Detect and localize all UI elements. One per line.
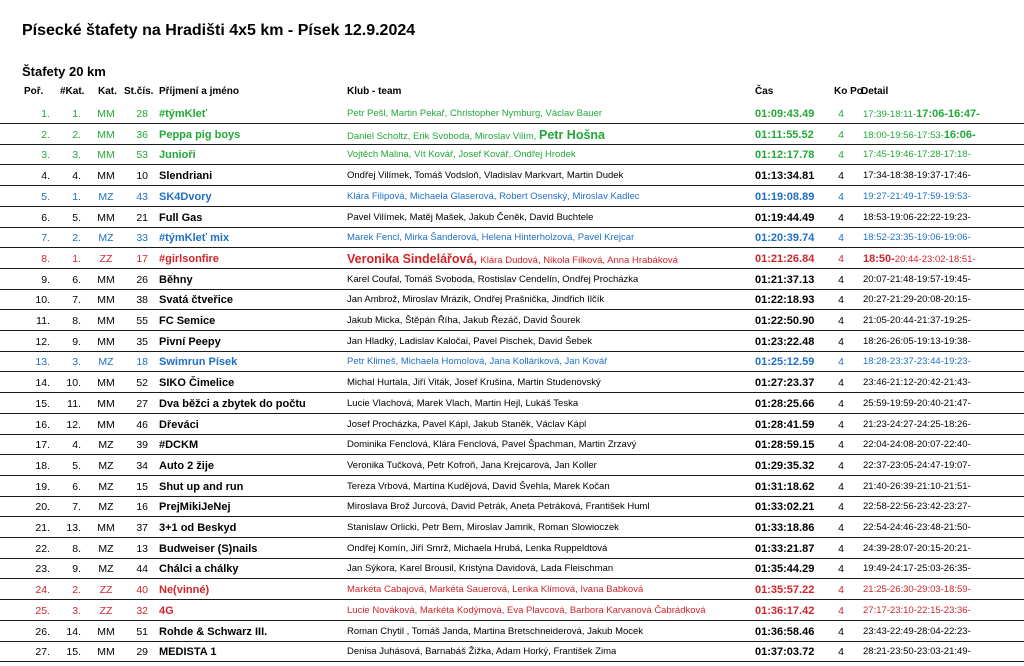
cell-club: Stanislaw Orlicki, Petr Bem, Miroslav Jamrik, Roman Slowioczek [347,522,619,533]
cell-start-number: 55 [136,315,148,327]
cell-detail: 18:00-19:56-17:53-16:06- [863,128,976,141]
cell-laps: 4 [838,418,844,431]
cell-laps: 4 [838,294,844,307]
cell-start-number: 43 [136,190,148,203]
cell-position: 5. [41,190,50,203]
cell-detail: 25:59-19:59-20:40-21:47- [863,397,971,409]
cell-club: Ondřej Komín, Jiří Smrž, Michaela Hrubá, Lenka Ruppeldtová [347,542,608,554]
cell-category-position: 2. [72,584,81,597]
cell-position: 2. [41,128,50,141]
table-row [0,311,1024,331]
cell-club: Petr Pešl, Martin Pekař, Christopher Nymburg, Václav Bauer [347,108,603,119]
cell-laps: 4 [838,335,844,348]
cell-team-name: Rohde & Schwarz III. [159,625,268,638]
cell-club: Roman Chytil , Tomáš Janda, Martina Bretschneiderová, Jakub Mocek [347,625,644,637]
cell-team-name: Shut up and run [159,480,244,493]
cell-position: 6. [41,211,50,224]
cell-team-name: Slendriani [159,170,213,183]
cell-time: 01:21:26.84 [755,252,815,265]
cell-position: 22. [35,542,50,555]
cell-time: 01:33:21.87 [755,542,815,555]
cell-time: 01:35:57.22 [755,584,815,597]
cell-time: 01:28:41.59 [755,418,815,431]
table-row [0,622,1024,642]
cell-time: 01:21:37.13 [755,273,815,286]
cell-position: 11. [36,315,50,327]
cell-club: Klára Filipová, Michaela Glaserová, Robert Osenský, Miroslav Kadlec [347,190,640,202]
cell-position: 3. [41,149,50,162]
table-row [0,394,1024,414]
cell-start-number: 53 [136,149,148,162]
cell-team-name: SK4Dvory [159,190,212,203]
cell-start-number: 10 [136,170,148,183]
cell-club: Veronika Šindelářová, Klára Dudová, Nikola Filková, Anna Hrabáková [347,252,678,266]
cell-position: 25. [35,604,50,617]
cell-team-name: Swimrun Písek [159,356,238,369]
cell-team-name: PrejMikiJeNej [159,501,231,514]
cell-detail: 18:53-19:06-22:22-19:23- [863,211,971,223]
cell-category: ZZ [99,584,113,597]
header-laps: Ko Po [834,86,863,97]
cell-category: MM [97,294,115,307]
cell-start-number: 39 [136,439,148,452]
cell-detail: 21:25-26:30-29:03-18:59- [863,584,971,596]
cell-detail: 27:17-23:10-22:15-23:36- [863,604,971,616]
cell-category-position: 8. [72,542,81,555]
cell-laps: 4 [838,252,844,265]
cell-team-name: Svatá čtveřice [159,294,233,307]
cell-position: 26. [35,625,50,638]
cell-team-name: Dva běžci a zbytek do počtu [159,397,306,410]
table-row [0,477,1024,497]
cell-club: Veronika Tučková, Petr Kofroň, Jana Krejcarová, Jan Koller [347,459,597,471]
cell-category-position: 7. [72,501,81,514]
cell-position: 18. [35,459,50,472]
header-detail: Detail [861,86,889,97]
cell-club: Tereza Vrbová, Martina Kudějová, David Švehla, Marek Kočan [347,480,610,492]
cell-club: Ondřej Vilímek, Tomáš Vodsloň, Vladislav Markvart, Martin Dudek [347,170,624,182]
cell-category: MZ [98,232,114,245]
cell-detail: 18:50-20:44-23:02-18:51- [863,252,976,265]
cell-club: Pavel Vilímek, Matěj Mašek, Jakub Čeněk, David Buchtele [347,211,594,223]
cell-team-name: #týmKleť [159,108,208,120]
cell-club-extra: Petr Hošna [539,128,606,142]
cell-category-position: 13. [66,522,81,534]
cell-detail: 21:40-26:39-21:10-21:51- [863,480,971,492]
cell-category: ZZ [99,604,113,617]
cell-position: 13. [35,356,50,369]
cell-category-position: 4. [72,439,81,452]
cell-category: MZ [98,542,114,555]
cell-time: 01:19:44.49 [755,211,815,224]
table-row [0,559,1024,579]
cell-detail: 18:28-23:37-23:44-19:23- [863,356,971,368]
table-row [0,415,1024,435]
cell-detail: 20:27-21:29-20:08-20:15- [863,294,971,306]
table-row [0,601,1024,621]
cell-team-name: #týmKleť mix [159,232,230,245]
cell-position: 23. [35,563,50,576]
cell-start-number: 33 [136,232,148,245]
cell-time: 01:37:03.72 [755,646,815,659]
table-row [0,539,1024,559]
cell-category: MM [97,211,115,224]
cell-category-position: 1. [72,252,81,265]
cell-club: Petr Klimeš, Michaela Homolová, Jana Kolláriková, Jan Kovář [347,356,608,368]
cell-team-name: Peppa pig boys [159,128,241,141]
cell-start-number: 44 [136,563,148,576]
cell-category-position: 11. [67,397,81,410]
cell-position: 17. [35,439,50,452]
cell-start-number: 36 [136,128,148,141]
cell-start-number: 16 [136,501,148,514]
cell-position: 27. [35,646,50,659]
cell-time: 01:28:59.15 [755,439,815,452]
cell-team-name: Full Gas [159,211,203,224]
table-row [0,518,1024,538]
cell-category: MM [97,335,115,348]
cell-team-name: Běhny [159,273,193,286]
table-row [0,145,1024,165]
cell-detail: 18:26-26:05-19:13-19:38- [863,335,971,347]
cell-time: 01:22:18.93 [755,294,815,307]
page-title: Písecké štafety na Hradišti 4x5 km - Písek 12.9.2024 [22,22,416,39]
table-row [0,249,1024,269]
cell-position: 19. [35,480,50,493]
cell-team-name: FC Semice [159,315,216,327]
cell-position: 10. [35,294,50,307]
cell-team-name: Pivní Peepy [159,335,221,348]
header-kat: Kat. [98,86,117,97]
cell-start-number: 32 [136,604,148,617]
cell-detail-extra: 20:44-23:02-18:51- [894,253,976,265]
cell-position: 14. [35,377,50,390]
cell-category: MZ [98,480,114,493]
table-row [0,187,1024,207]
cell-laps: 4 [838,149,844,162]
cell-start-number: 40 [136,584,148,597]
cell-category-position: 9. [72,563,81,576]
cell-laps: 4 [838,522,844,534]
cell-position: 7. [41,232,50,245]
cell-club: Lucie Vlachová, Marek Vlach, Martin Hejl, Lukáš Teska [347,397,579,409]
cell-detail: 17:45-19:46-17:28-17:18- [863,149,971,161]
cell-time: 01:25:12.59 [755,356,815,369]
cell-detail: 18:52-23:35-19:06-19:06- [863,232,971,244]
cell-category-position: 10. [66,377,81,390]
cell-time: 01:27:23.37 [755,377,815,390]
cell-position: 1. [41,108,50,120]
cell-team-name: Dřeváci [159,418,199,431]
table-row [0,435,1024,455]
cell-category-position: 15. [66,646,81,659]
cell-detail: 22:54-24:46-23:48-21:50- [863,522,971,533]
cell-club: Miroslava Brož Jurcová, David Petrák, Aneta Petráková, František Huml [347,501,650,513]
cell-start-number: 13 [136,542,148,555]
cell-club-extra: Klára Dudová, Nikola Filková, Anna Hrabáková [480,254,678,266]
cell-detail: 22:04-24:08-20:07-22:40- [863,439,971,451]
cell-time: 01:22:50.90 [755,315,815,327]
cell-laps: 4 [838,604,844,617]
table-row [0,228,1024,248]
cell-category-position: 4. [72,170,81,183]
header-kat-por: #Kat. [60,86,85,97]
cell-laps: 4 [838,232,844,245]
cell-team-name: Auto 2 žije [159,459,215,472]
table-row [0,373,1024,393]
cell-detail: 21:05-20:44-21:37-19:25- [863,315,971,326]
cell-category: MM [97,149,115,162]
cell-laps: 4 [838,439,844,452]
cell-start-number: 51 [136,625,148,638]
cell-time: 01:09:43.49 [755,108,815,120]
cell-time: 01:33:18.86 [755,522,815,534]
cell-time: 01:20:39.74 [755,232,815,245]
cell-detail: 20:07-21:48-19:57-19:45- [863,273,971,285]
cell-category-position: 5. [72,211,81,224]
cell-detail: 17:39-18:11-17:06-16:47- [863,108,980,120]
cell-category: MZ [98,501,114,514]
cell-start-number: 21 [136,211,148,224]
cell-start-number: 18 [136,356,148,369]
cell-laps: 4 [838,356,844,369]
cell-start-number: 34 [136,459,148,472]
cell-category: MM [97,418,115,431]
cell-team-name: 4G [159,604,174,617]
cell-time: 01:23:22.48 [755,335,815,348]
cell-category: MZ [98,356,114,369]
table-row [0,104,1024,124]
cell-category: MM [97,646,115,659]
cell-start-number: 15 [136,480,148,493]
cell-team-name: MEDISTA 1 [159,646,217,659]
cell-club: Karel Coufal, Tomáš Svoboda, Rostislav Cendelín, Ondřej Procházka [347,273,639,285]
cell-laps: 4 [838,211,844,224]
cell-club: Lucie Nováková, Markéta Kodýmová, Eva Plavcová, Barbora Karvanová Čabrádková [347,604,706,616]
cell-start-number: 17 [136,252,148,265]
table-row [0,497,1024,517]
cell-category-position: 8. [72,315,81,327]
cell-time: 01:11:55.52 [755,128,814,141]
cell-category-position: 2. [72,128,81,141]
cell-category-position: 3. [72,149,81,162]
cell-detail: 28:21-23:50-23:03-21:49- [863,646,971,658]
cell-category-position: 1. [72,190,81,203]
cell-time: 01:12:17.78 [755,149,815,162]
cell-category-position: 3. [72,356,81,369]
cell-time: 01:13:34.81 [755,170,815,183]
table-row [0,642,1024,662]
table-row [0,208,1024,228]
cell-category: MZ [98,439,114,452]
cell-category-position: 6. [72,480,81,493]
cell-detail: 23:46-21:12-20:42-21:43- [863,377,971,389]
cell-team-name: Chálci a chálky [159,563,239,576]
cell-club: Michal Hurtala, Jiří Viták, Josef Krušina, Martin Studenovský [347,377,601,389]
cell-team-name: Budweiser (S)nails [159,542,258,555]
cell-detail-extra: 16:06- [943,128,976,141]
table-row [0,352,1024,372]
cell-position: 15. [35,397,50,410]
cell-category: MM [97,522,115,534]
cell-category: MZ [98,563,114,576]
cell-laps: 4 [838,170,844,183]
cell-position: 16. [35,418,50,431]
header-time: Čas [755,86,774,97]
cell-laps: 4 [838,128,844,141]
cell-category: MM [97,108,115,120]
table-row [0,290,1024,310]
cell-category: MM [97,170,115,183]
cell-club: Josef Procházka, Pavel Kápl, Jakub Staněk, Václav Kápl [347,418,587,430]
cell-category: MM [97,128,115,141]
cell-laps: 4 [838,108,844,120]
cell-club: Jan Ambrož, Miroslav Mrázik, Ondřej Prašnička, Jindřich Ilčík [347,294,605,306]
cell-position: 21. [35,522,50,534]
table-row [0,580,1024,600]
cell-category: MM [97,625,115,638]
cell-club: Jan Hladký, Ladislav Kaločai, Pavel Pischek, David Šebek [347,335,593,347]
cell-category: MM [97,273,115,286]
cell-time: 01:31:18.62 [755,480,815,493]
cell-category: MM [97,315,115,327]
cell-position: 4. [41,170,50,183]
cell-team-name: SIKO Čimelice [159,377,235,390]
cell-club: Daniel Scholtz, Erik Svoboda, Miroslav Vilím, Petr Hošna [347,128,606,142]
cell-team-name: #DCKM [159,439,199,452]
cell-category-position: 1. [72,108,81,120]
header-start-number: St.čís. [124,86,154,97]
cell-position: 9. [41,273,50,286]
cell-team-name: Ne(vinné) [159,584,210,597]
cell-team-name: #girlsonfire [159,252,219,265]
cell-position: 20. [35,501,50,514]
cell-category-position: 7. [72,294,81,307]
cell-category-position: 12. [66,418,81,431]
cell-club: Dominika Fenclová, Klára Fenclová, Pavel Špachman, Martin Zrzavý [347,439,637,451]
cell-category-position: 5. [72,459,81,472]
cell-start-number: 52 [136,377,148,390]
cell-start-number: 37 [136,522,148,534]
header-name: Příjmení a jméno [159,86,240,97]
table-header [0,86,1024,100]
cell-detail: 19:27-21:49-17:59-19:53- [863,190,971,202]
cell-club: Jan Sýkora, Karel Brousil, Kristýna Davidová, Lada Fleischman [347,563,614,575]
cell-team-name: Junioři [159,149,196,162]
cell-laps: 4 [838,190,844,203]
cell-start-number: 46 [136,418,148,431]
cell-category: MM [97,377,115,390]
cell-laps: 4 [838,501,844,514]
table-row [0,332,1024,352]
table-row [0,270,1024,290]
cell-laps: 4 [838,584,844,597]
table-row [0,125,1024,145]
cell-detail: 22:37-23:05-24:47-19:07- [863,459,971,471]
cell-laps: 4 [838,315,844,327]
table-row [0,456,1024,476]
cell-club: Markéta Cabajová, Markéta Sauerová, Lenka Klímová, Ivana Babková [347,584,644,596]
cell-laps: 4 [838,542,844,555]
cell-detail: 17:34-18:38-19:37-17:46- [863,170,971,182]
cell-laps: 4 [838,397,844,410]
cell-category: MZ [98,459,114,472]
cell-detail: 24:39-28:07-20:15-20:21- [863,542,971,554]
cell-position: 12. [35,335,50,348]
cell-category: MZ [98,190,114,203]
cell-category-position: 14. [66,625,81,638]
cell-time: 01:19:08.89 [755,190,815,203]
cell-club: Jakub Micka, Štěpán Říha, Jakub Řezáč, David Šourek [347,315,581,326]
cell-position: 24. [35,584,50,597]
cell-laps: 4 [838,646,844,659]
cell-time: 01:29:35.32 [755,459,815,472]
cell-time: 01:33:02.21 [755,501,815,514]
cell-detail: 22:58-22:56-23:42-23:27- [863,501,971,513]
cell-laps: 4 [838,459,844,472]
cell-laps: 4 [838,563,844,576]
cell-time: 01:28:25.66 [755,397,815,410]
cell-time: 01:36:17.42 [755,604,815,617]
cell-detail: 21:23-24:27-24:25-18:26- [863,418,971,430]
cell-laps: 4 [838,480,844,493]
cell-time: 01:36:58.46 [755,625,815,638]
cell-detail: 23:43-22:49-28:04-22:23- [863,625,971,637]
header-por: Poř. [24,86,44,97]
cell-category-position: 6. [72,273,81,286]
cell-category: MM [97,397,115,410]
cell-detail: 19:49-24:17-25:03-26:35- [863,563,971,575]
section-title: Štafety 20 km [22,64,106,79]
cell-category-position: 2. [72,232,81,245]
cell-laps: 4 [838,625,844,638]
cell-team-name: 3+1 od Beskyd [159,522,237,534]
cell-laps: 4 [838,377,844,390]
cell-club: Marek Fencl, Mirka Šanderová, Helena Hinterholzová, Pavel Krejcar [347,232,635,244]
cell-category-position: 3. [72,604,81,617]
table-row [0,166,1024,186]
header-club: Klub - team [347,86,402,97]
cell-start-number: 27 [136,397,148,410]
cell-start-number: 26 [136,273,148,286]
cell-start-number: 28 [136,108,148,120]
cell-category: ZZ [99,252,113,265]
cell-start-number: 29 [136,646,148,659]
cell-category-position: 9. [72,335,81,348]
cell-start-number: 38 [136,294,148,307]
cell-detail-extra: 17:06-16:47- [916,108,980,120]
cell-time: 01:35:44.29 [755,563,815,576]
cell-position: 8. [41,252,50,265]
cell-laps: 4 [838,273,844,286]
cell-club: Denisa Juhásová, Barnabáš Žižka, Adam Horký, František Zima [347,646,617,658]
cell-club: Vojtěch Malina, Vít Kovář, Josef Kovář, Ondřej Hrodek [347,149,576,161]
cell-start-number: 35 [136,335,148,348]
